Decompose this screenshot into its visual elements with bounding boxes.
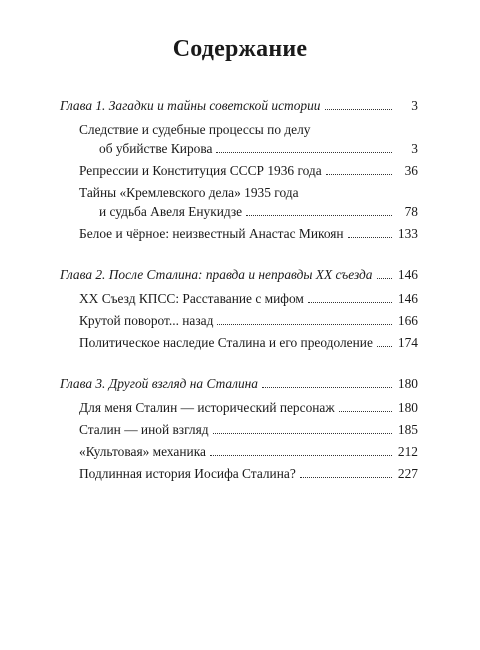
toc-chapter[interactable] xyxy=(60,265,418,284)
toc-section-3 xyxy=(60,374,418,483)
toc-page-number: 166 xyxy=(397,313,418,328)
toc-section-2 xyxy=(60,265,418,352)
toc-entry[interactable] xyxy=(60,224,418,243)
dot-leader xyxy=(246,215,392,216)
toc-entry-title: Политическое наследие Сталина и его преодоление xyxy=(79,335,373,350)
dot-leader xyxy=(210,455,392,456)
dot-leader xyxy=(326,174,392,175)
toc-entry[interactable] xyxy=(60,333,418,352)
toc-chapter-title: Глава 1. Загадки и тайны советской истории xyxy=(60,98,321,113)
dot-leader xyxy=(325,109,393,110)
dot-leader xyxy=(217,324,392,325)
toc-page-number: 185 xyxy=(397,422,418,437)
toc-entry[interactable] xyxy=(60,398,418,417)
toc-chapter-title: Глава 2. После Сталина: правда и неправды ХХ съезда xyxy=(60,267,373,282)
toc-entry-title: Белое и чёрное: неизвестный Анастас Микоян xyxy=(79,226,344,241)
dot-leader xyxy=(339,411,392,412)
toc-page-number: 3 xyxy=(411,98,418,113)
toc-entry[interactable] xyxy=(60,183,418,221)
dot-leader xyxy=(377,278,393,279)
page-title: Содержание xyxy=(172,36,308,62)
table-of-contents xyxy=(60,96,418,505)
toc-page-number: 133 xyxy=(397,226,418,241)
toc-entry-title-continued: об убийстве Кирова xyxy=(99,141,213,156)
toc-entry[interactable] xyxy=(60,120,418,158)
dot-leader xyxy=(308,302,392,303)
toc-entry-title: Подлинная история Иосифа Сталина? xyxy=(79,466,296,481)
toc-entry-title-continued: и судьба Авеля Енукидзе xyxy=(99,204,243,219)
toc-chapter-title: Глава 3. Другой взгляд на Сталина xyxy=(60,376,259,391)
toc-entry-title: Репрессии и Конституция СССР 1936 года xyxy=(79,163,322,178)
toc-entry-title: XX Съезд КПСС: Расставание с мифом xyxy=(79,291,304,306)
toc-entry[interactable] xyxy=(60,420,418,439)
dot-leader xyxy=(213,433,392,434)
toc-page-number: 146 xyxy=(397,267,418,282)
dot-leader xyxy=(348,237,392,238)
toc-entry[interactable] xyxy=(60,311,418,330)
toc-entry[interactable] xyxy=(60,464,418,483)
toc-chapter[interactable] xyxy=(60,374,418,393)
toc-page-number: 227 xyxy=(397,466,418,481)
dot-leader xyxy=(300,477,392,478)
toc-page-number: 180 xyxy=(397,376,418,391)
toc-page-number: 78 xyxy=(404,204,418,219)
toc-page-number: 212 xyxy=(397,444,418,459)
dot-leader xyxy=(262,387,392,388)
toc-entry[interactable] xyxy=(60,161,418,180)
dot-leader xyxy=(216,152,392,153)
toc-entry-title: Сталин — иной взгляд xyxy=(79,422,209,437)
dot-leader xyxy=(377,346,392,347)
toc-entry-title: Для меня Сталин — исторический персонаж xyxy=(79,400,335,415)
toc-entry-title: Крутой поворот... назад xyxy=(79,313,214,328)
toc-entry[interactable] xyxy=(60,289,418,308)
toc-page-number: 146 xyxy=(397,291,418,306)
toc-entry-title: Тайны «Кремлевского дела» 1935 года xyxy=(79,185,299,200)
toc-page-number: 180 xyxy=(397,400,418,415)
toc-page-number: 174 xyxy=(397,335,418,350)
toc-chapter[interactable] xyxy=(60,96,418,115)
toc-entry[interactable] xyxy=(60,442,418,461)
toc-page-number: 36 xyxy=(404,163,418,178)
toc-entry-title: «Культовая» механика xyxy=(79,444,206,459)
toc-section-1 xyxy=(60,96,418,243)
toc-page-number: 3 xyxy=(411,141,418,156)
toc-entry-title: Следствие и судебные процессы по делу xyxy=(79,122,311,137)
